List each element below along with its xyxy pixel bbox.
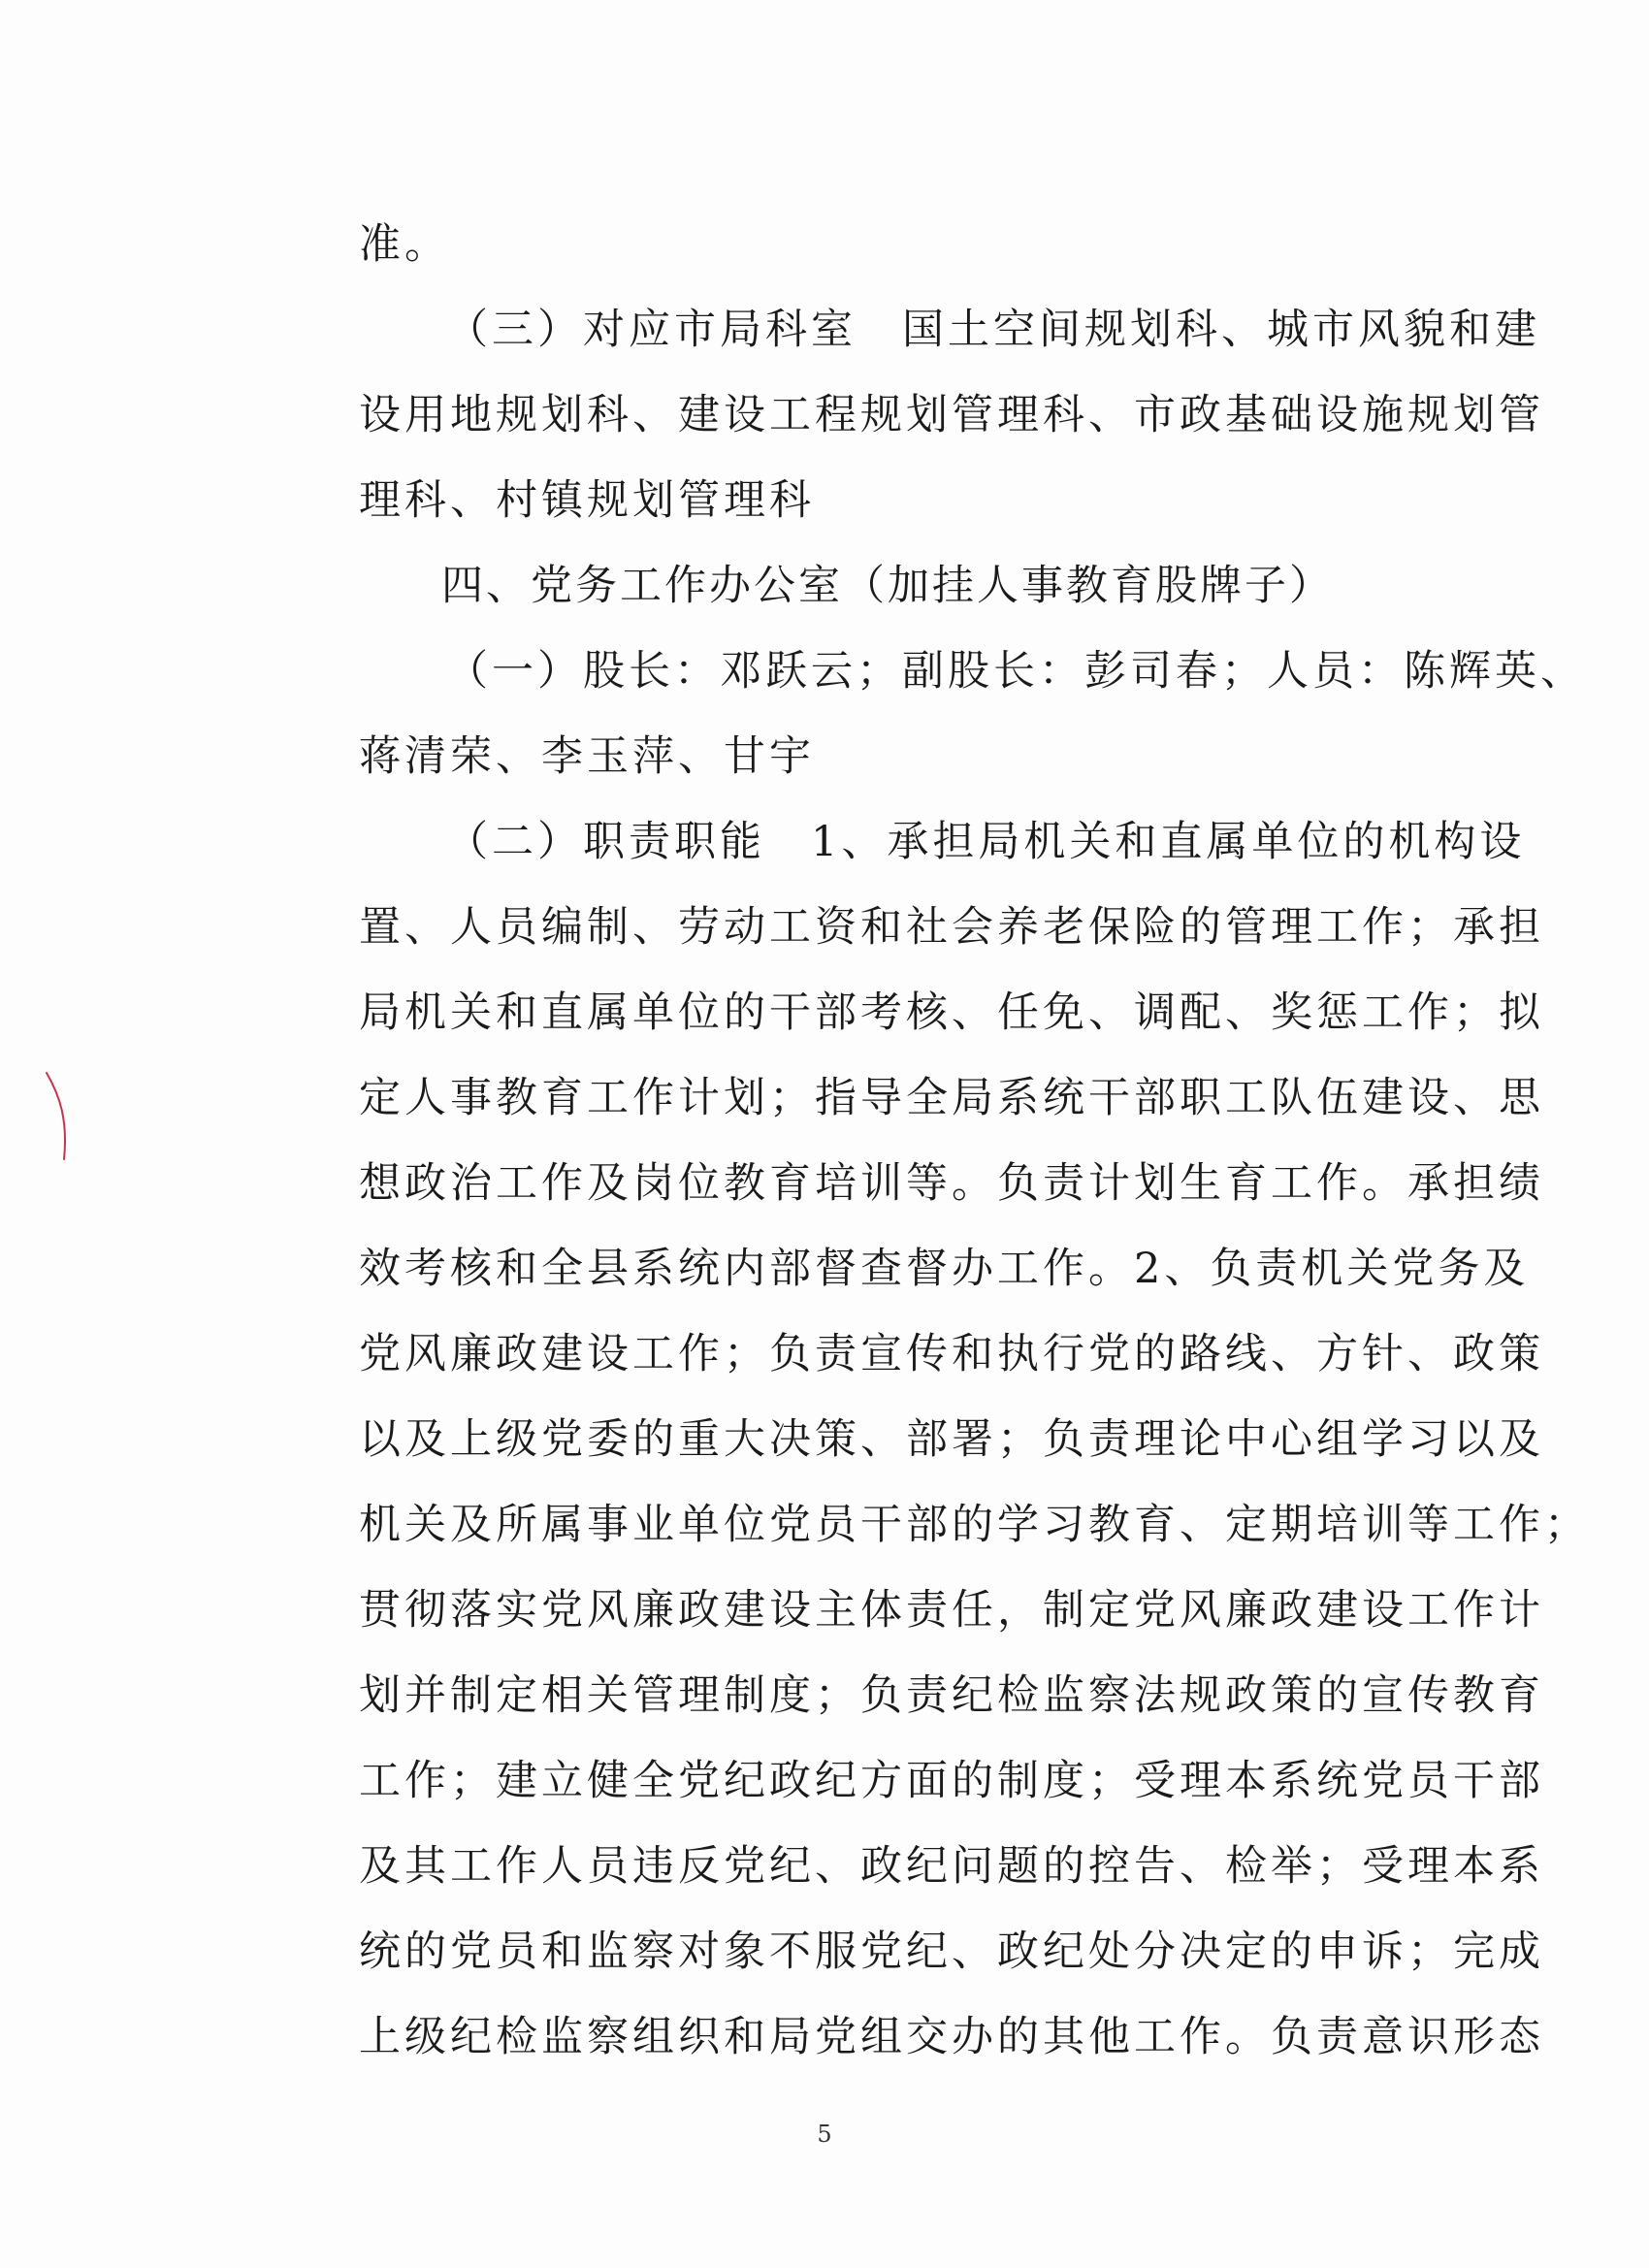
- text-line-2: （三）对应市局科室 国土空间规划科、城市风貌和建: [446, 306, 1540, 354]
- text-line-20: 及其工作人员违反党纪、政纪问题的控告、检举；受理本系: [359, 1842, 1544, 1891]
- text-line-3: 设用地规划科、建设工程规划管理科、市政基础设施规划管: [359, 391, 1544, 439]
- text-line-13: 效考核和全县系统内部督查督办工作。2、负责机关党务及: [359, 1245, 1530, 1293]
- margin-pen-mark: [39, 1067, 78, 1164]
- text-line-12: 想政治工作及岗位教育培训等。负责计划生育工作。承担绩: [359, 1159, 1544, 1208]
- text-line-21: 统的党员和监察对象不服党纪、政纪处分决定的申诉；完成: [359, 1928, 1544, 1976]
- text-line-1: 准。: [359, 220, 450, 269]
- text-line-14: 党风廉政建设工作；负责宣传和执行党的路线、方针、政策: [359, 1330, 1544, 1378]
- text-line-8: （二）职责职能 1、承担局机关和直属单位的机构设: [446, 818, 1526, 866]
- text-line-18: 划并制定相关管理制度；负责纪检监察法规政策的宣传教育: [359, 1671, 1544, 1720]
- text-line-15: 以及上级党委的重大决策、部署；负责理论中心组学习以及: [359, 1415, 1544, 1464]
- text-line-9: 置、人员编制、劳动工资和社会养老保险的管理工作；承担: [359, 903, 1544, 952]
- text-line-19: 工作；建立健全党纪政纪方面的制度；受理本系统党员干部: [359, 1757, 1544, 1805]
- text-line-7: 蒋清荣、李玉萍、甘宇: [359, 732, 815, 781]
- text-line-10: 局机关和直属单位的干部考核、任免、调配、奖惩工作；拟: [359, 988, 1544, 1037]
- text-line-16: 机关及所属事业单位党员干部的学习教育、定期培训等工作；: [359, 1501, 1590, 1549]
- page-number: 5: [817, 2121, 832, 2148]
- section-heading: 四、党务工作办公室（加挂人事教育股牌子）: [441, 562, 1334, 610]
- text-line-6: （一）股长：邓跃云；副股长：彭司春；人员：陈辉英、: [446, 647, 1586, 696]
- text-line-11: 定人事教育工作计划；指导全局系统干部职工队伍建设、思: [359, 1074, 1544, 1122]
- text-line-17: 贯彻落实党风廉政建设主体责任，制定党风廉政建设工作计: [359, 1586, 1544, 1635]
- text-line-22: 上级纪检监察组织和局党组交办的其他工作。负责意识形态: [359, 2013, 1544, 2061]
- text-line-4: 理科、村镇规划管理科: [359, 476, 815, 525]
